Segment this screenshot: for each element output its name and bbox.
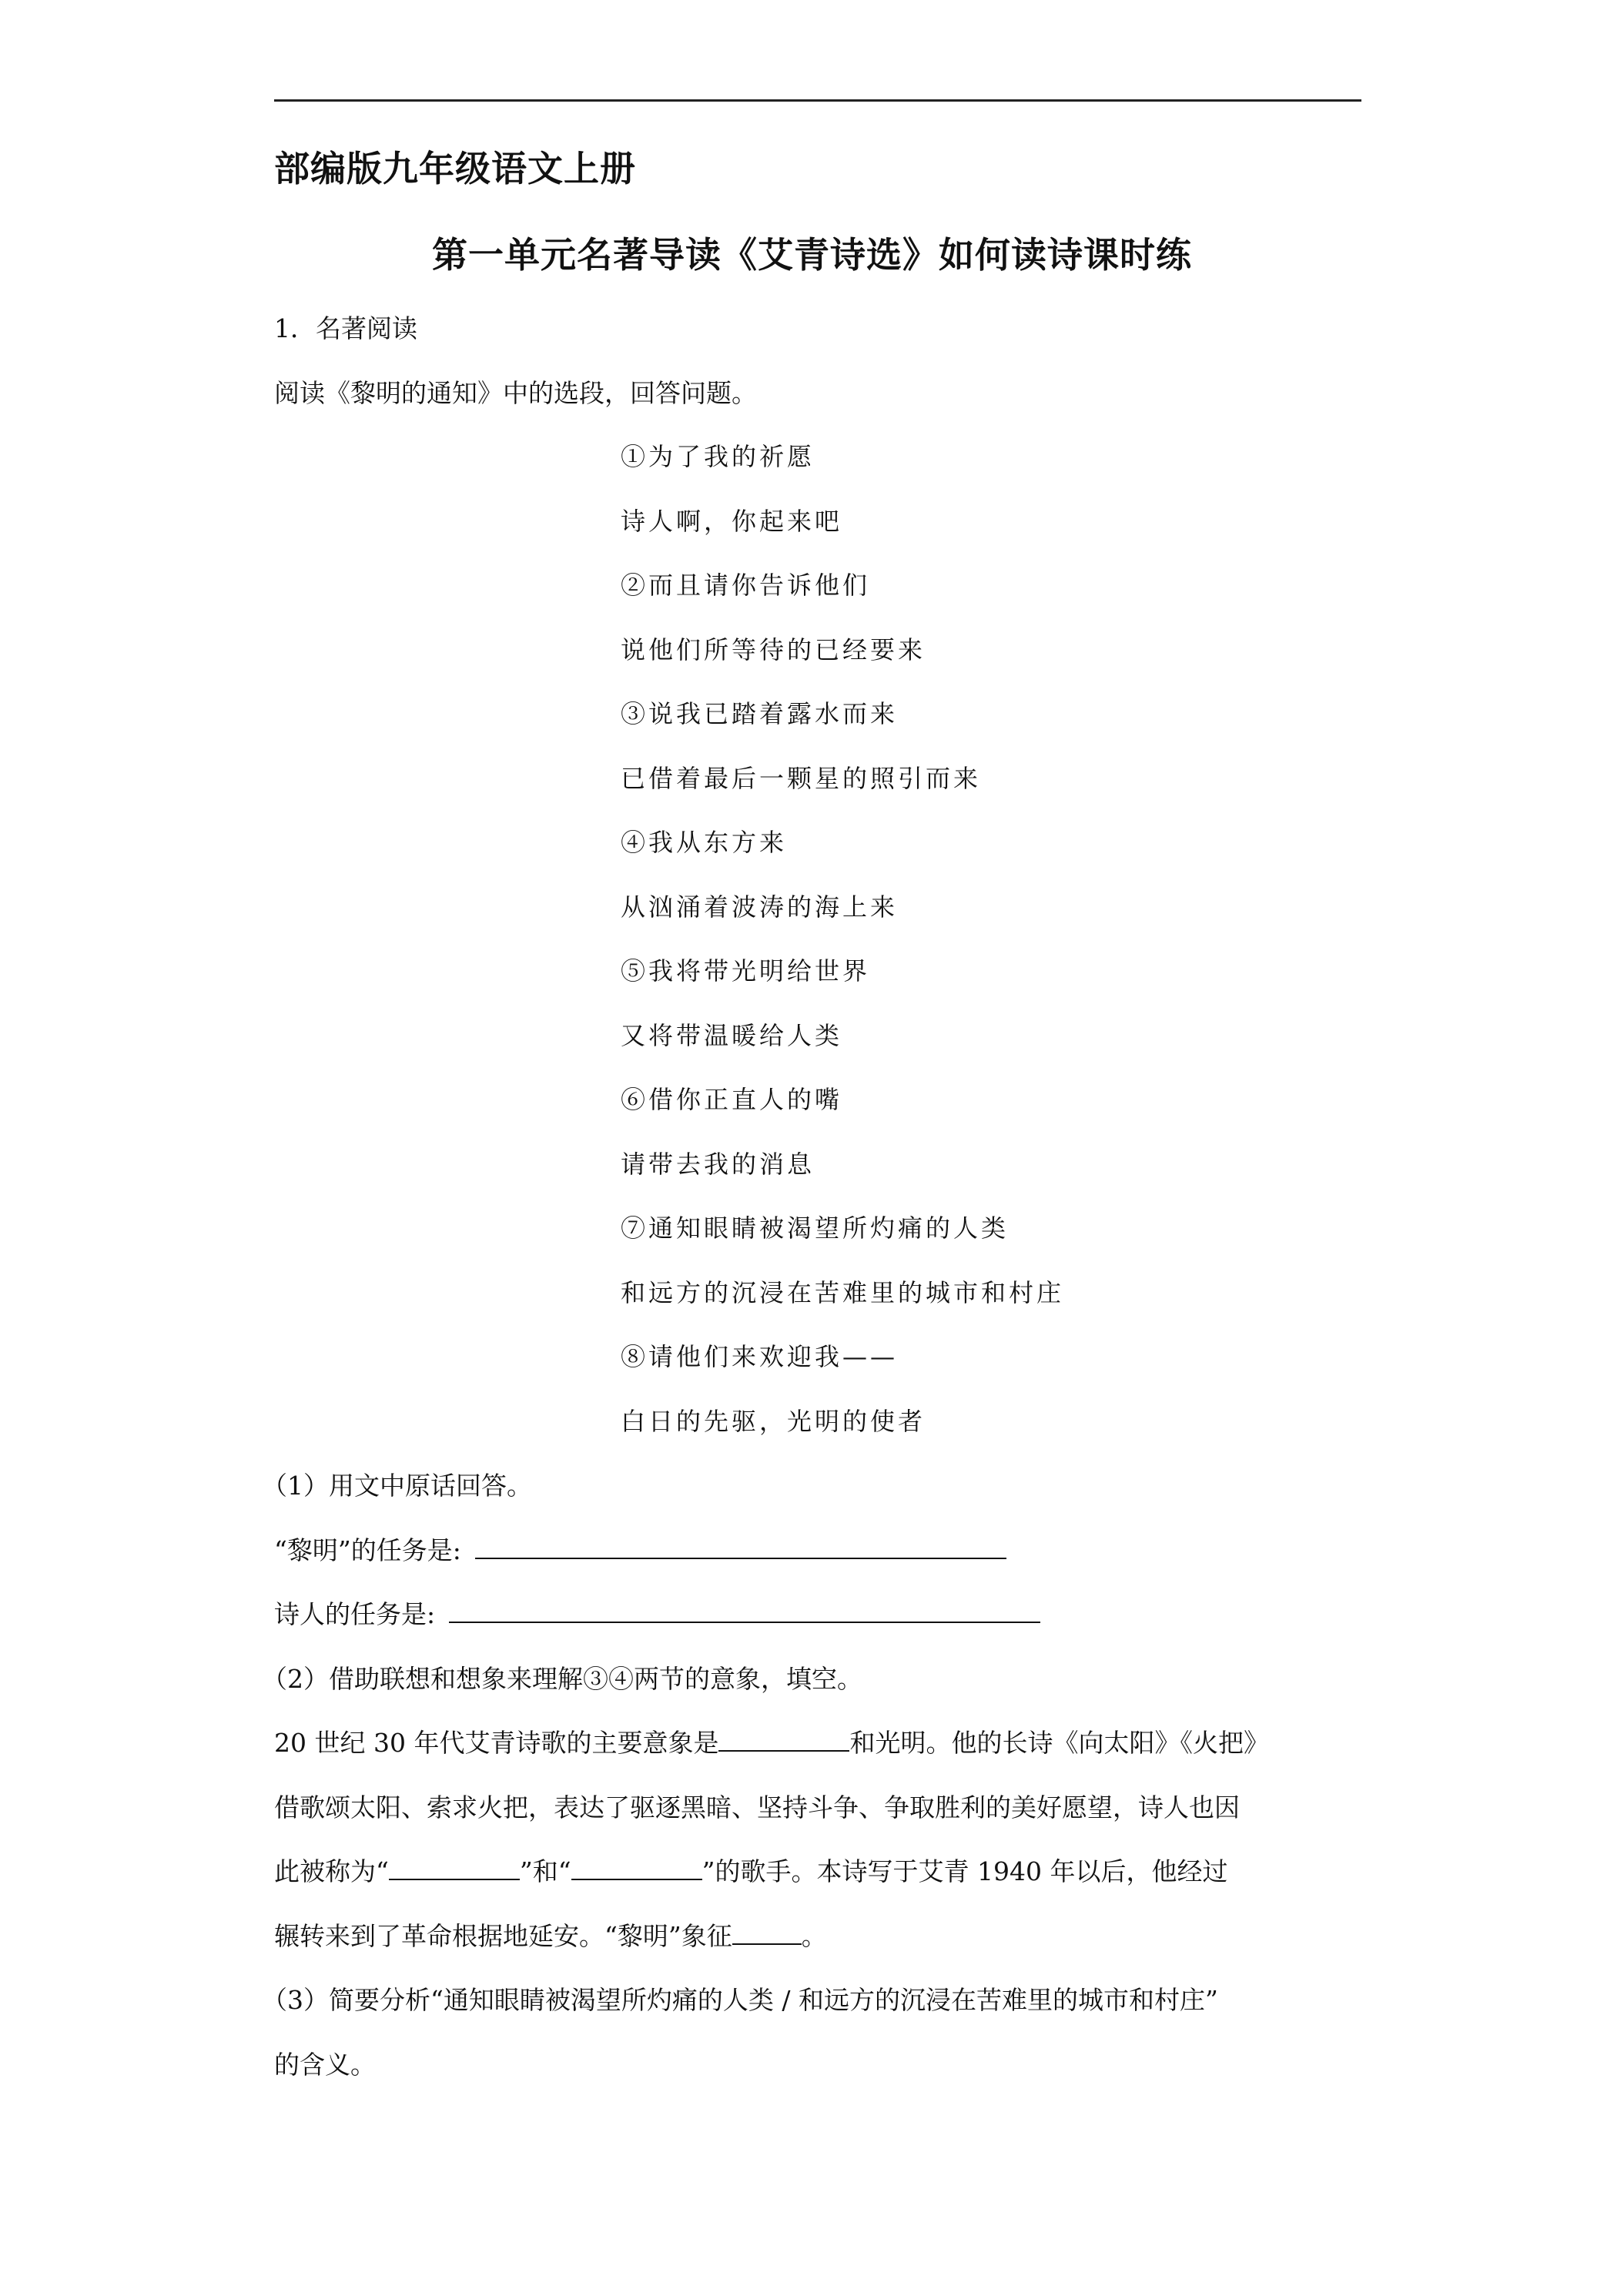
fill-blank[interactable] <box>718 1727 849 1752</box>
answer-blank[interactable] <box>475 1535 1006 1559</box>
poem-line: ⑤我将带光明给世界 <box>621 956 871 986</box>
series-title: 部编版九年级语文上册 <box>274 148 636 189</box>
question-instruction: 阅读《黎明的通知》中的选段，回答问题。 <box>274 378 757 408</box>
fill-text: 辗转来到了革命根据地延安。“黎明”象征 <box>274 1921 732 1951</box>
fill-blank[interactable] <box>732 1920 802 1945</box>
header-rule <box>274 99 1361 102</box>
poem-line: 从汹涌着波涛的海上来 <box>621 892 899 922</box>
poem-line: 请带去我的消息 <box>621 1150 815 1179</box>
answer-line-poet <box>274 1595 1040 1631</box>
poem-line: 已借着最后一颗星的照引而来 <box>621 764 982 793</box>
fill-text: ”和“ <box>519 1856 571 1886</box>
poem-line: ⑧请他们来欢迎我—— <box>621 1342 899 1371</box>
poem-line: ⑦通知眼睛被渴望所灼痛的人类 <box>621 1213 1010 1243</box>
fill-line: 借歌颂太阳、索求火把，表达了驱逐黑暗、坚持斗争、争取胜利的美好愿望，诗人也因 <box>274 1792 1240 1822</box>
sub-question-1: （1）用文中原话回答。 <box>262 1471 532 1501</box>
fill-line <box>274 1723 1269 1759</box>
fill-text: 20 世纪 30 年代艾青诗歌的主要意象是 <box>274 1728 719 1758</box>
page-title: 第一单元名著导读《艾青诗选》如何读诗课时练 <box>432 234 1192 276</box>
poem-line: ②而且请你告诉他们 <box>621 571 871 600</box>
answer-line-dawn <box>274 1531 1006 1567</box>
answer-label: 诗人的任务是: <box>274 1599 436 1629</box>
fill-text: 此被称为“ <box>274 1856 389 1886</box>
fill-blank[interactable] <box>389 1856 520 1880</box>
poem-line: 白日的先驱，光明的使者 <box>621 1407 926 1436</box>
fill-text: ”的歌手。本诗写于艾青 1940 年以后，他经过 <box>702 1856 1228 1886</box>
fill-text: 和光明。他的长诗《向太阳》《火把》 <box>849 1728 1269 1758</box>
sub-question-3-cont: 的含义。 <box>274 2050 376 2080</box>
fill-blank[interactable] <box>571 1856 702 1880</box>
poem-line: 和远方的沉浸在苦难里的城市和村庄 <box>621 1278 1065 1307</box>
poem-line: ④我从东方来 <box>621 828 788 857</box>
question-label: 1．名著阅读 <box>274 313 417 343</box>
poem-line: 说他们所等待的已经要来 <box>621 635 926 664</box>
poem-line: ①为了我的祈愿 <box>621 442 815 471</box>
answer-blank[interactable] <box>449 1598 1040 1623</box>
poem-line: ⑥借你正直人的嘴 <box>621 1085 843 1114</box>
poem-line: ③说我已踏着露水而来 <box>621 699 899 728</box>
fill-line <box>274 1916 827 1953</box>
poem-line: 又将带温暖给人类 <box>621 1021 843 1050</box>
poem-line: 诗人啊，你起来吧 <box>621 507 843 536</box>
answer-label: “黎明”的任务是: <box>274 1535 461 1565</box>
fill-text: 。 <box>801 1921 827 1951</box>
sub-question-3: （3）简要分析“通知眼睛被渴望所灼痛的人类 / 和远方的沉浸在苦难里的城市和村庄” <box>262 1985 1218 2015</box>
sub-question-2: （2）借助联想和想象来理解③④两节的意象，填空。 <box>262 1664 862 1694</box>
fill-line <box>274 1852 1227 1888</box>
